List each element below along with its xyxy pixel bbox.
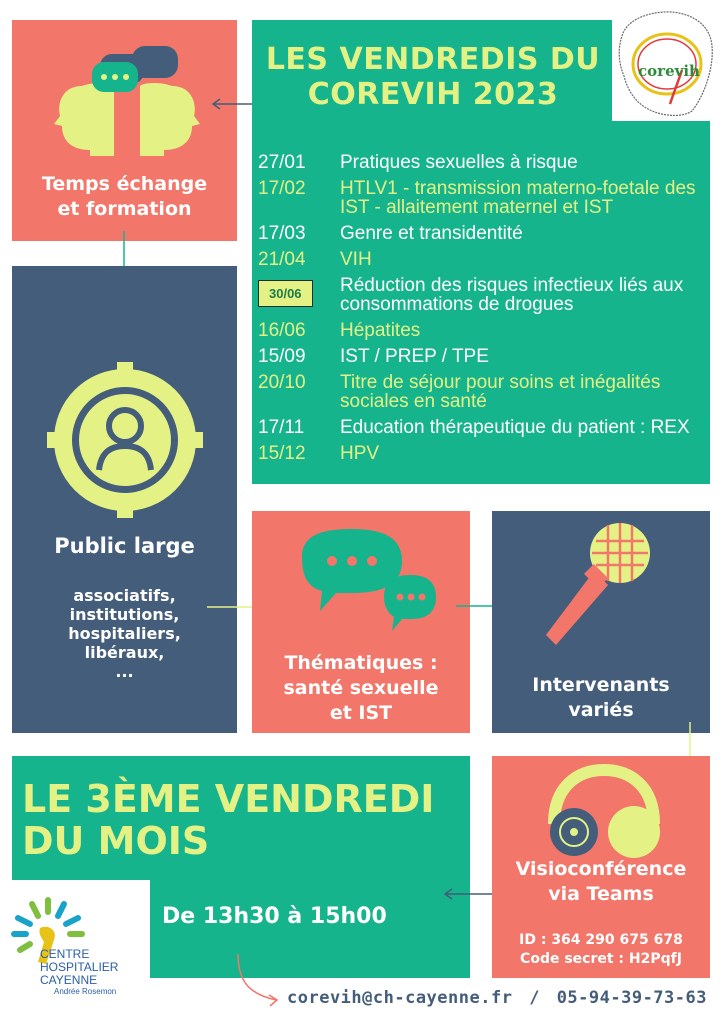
visio-line2: via Teams — [548, 883, 654, 905]
schedule-row — [258, 373, 713, 411]
schedule-row — [258, 250, 713, 269]
schedule-topic: Education thérapeutique du patient : REX — [340, 417, 690, 438]
footer-separator: / — [529, 988, 540, 1008]
friday-line2: DU MOIS — [22, 819, 210, 863]
schedule-topic: Réduction des risques infectieux liés aux consommations de drogues — [340, 275, 684, 315]
themes-line1: Thématiques : — [284, 652, 438, 674]
schedule-date: 17/11 — [258, 417, 305, 438]
themes-line3: et IST — [329, 702, 393, 724]
schedule-row — [258, 418, 713, 437]
page-title — [252, 42, 614, 112]
hospital-name-3: CAYENNE — [40, 973, 98, 987]
schedule-date: 27/01 — [258, 152, 306, 173]
exchange-block — [12, 20, 237, 241]
public-list-2: institutions, — [69, 605, 180, 624]
schedule-topic: IST / PREP / TPE — [340, 346, 489, 367]
schedule-topic: HPV — [340, 443, 380, 464]
public-title: Public large — [54, 534, 195, 558]
schedule-row — [258, 444, 713, 463]
time-range: De 13h30 à 15h00 — [162, 904, 387, 929]
schedule-date: 17/02 — [258, 178, 306, 199]
schedule-topic: Hépatites — [340, 320, 421, 341]
exchange-line1: Temps échange — [41, 173, 208, 195]
hospital-logo — [0, 880, 150, 1008]
exchange-line2: et formation — [57, 198, 192, 220]
highlighted-date-badge: 30/06 — [258, 280, 313, 307]
schedule-row — [258, 179, 713, 217]
schedule-date-cell — [258, 276, 340, 307]
hospital-name-4: Andrée Rosemon — [54, 987, 117, 996]
schedule-row — [258, 321, 713, 340]
themes-block — [252, 511, 470, 733]
schedule-date: 21/04 — [258, 249, 306, 270]
hospital-name-2: HOSPITALIER — [40, 960, 119, 974]
schedule-row — [258, 153, 713, 172]
hospital-line1 — [40, 948, 89, 960]
schedule-date: 16/06 — [258, 320, 306, 341]
arrow-curve-icon — [232, 950, 282, 1010]
public-list-5: ... — [115, 662, 134, 681]
schedule-row — [258, 347, 713, 366]
schedule-topic: Pratiques sexuelles à risque — [340, 152, 578, 173]
title-line1: LES VENDREDIS DU — [265, 42, 601, 77]
chat-bubbles-icon — [292, 527, 442, 637]
schedule-date: 15/09 — [258, 346, 306, 367]
schedule-date: 15/12 — [258, 443, 306, 464]
phone-number: 05-94-39-73-63 — [556, 988, 707, 1008]
hospital-name-1: CENTRE — [40, 947, 90, 961]
visio-block — [492, 756, 710, 978]
schedule-row — [258, 224, 713, 243]
schedule-topic: Genre et transidentité — [340, 223, 523, 244]
speakers-line1: Intervenants — [532, 674, 670, 696]
title-line2: COREVIH 2023 — [307, 77, 559, 112]
schedule-topic: HTLV1 - transmission materno-foetale des IST - allaitement maternel et IST — [340, 178, 696, 218]
public-list-1: associatifs, — [73, 586, 176, 605]
logo-text: corevih — [638, 62, 700, 80]
public-list-4: libéraux, — [84, 643, 165, 662]
headphones-icon — [538, 762, 668, 862]
corevih-logo — [612, 6, 718, 121]
schedule-topic: Titre de séjour pour soins et inégalités sociales en santé — [340, 372, 661, 412]
target-person-icon — [45, 360, 205, 520]
schedule-date: 20/10 — [258, 372, 306, 393]
public-list-3: hospitaliers, — [68, 624, 181, 643]
schedule-date: 17/03 — [258, 223, 306, 244]
speakers-line2: variés — [568, 699, 634, 721]
visio-code: Code secret : H2PqfJ — [520, 951, 682, 967]
contact-footer — [287, 988, 707, 1008]
friday-heading — [22, 778, 434, 862]
hospital-line4 — [54, 987, 116, 996]
schedule-list — [258, 153, 713, 470]
hospital-line3 — [40, 974, 97, 986]
hospital-line2 — [40, 961, 118, 973]
schedule-topic: VIH — [340, 249, 372, 270]
visio-line1: Visioconférence — [515, 858, 687, 880]
speakers-block — [492, 511, 710, 733]
two-heads-talking-icon — [52, 46, 202, 156]
themes-line2: santé sexuelle — [283, 677, 439, 699]
microphone-icon — [536, 515, 666, 655]
visio-id: ID : 364 290 675 678 — [519, 932, 683, 948]
schedule-row — [258, 276, 713, 314]
email-link[interactable]: corevih@ch-cayenne.fr — [287, 988, 513, 1008]
public-block — [12, 266, 237, 733]
friday-line1: LE 3ÈME VENDREDI — [22, 777, 435, 821]
